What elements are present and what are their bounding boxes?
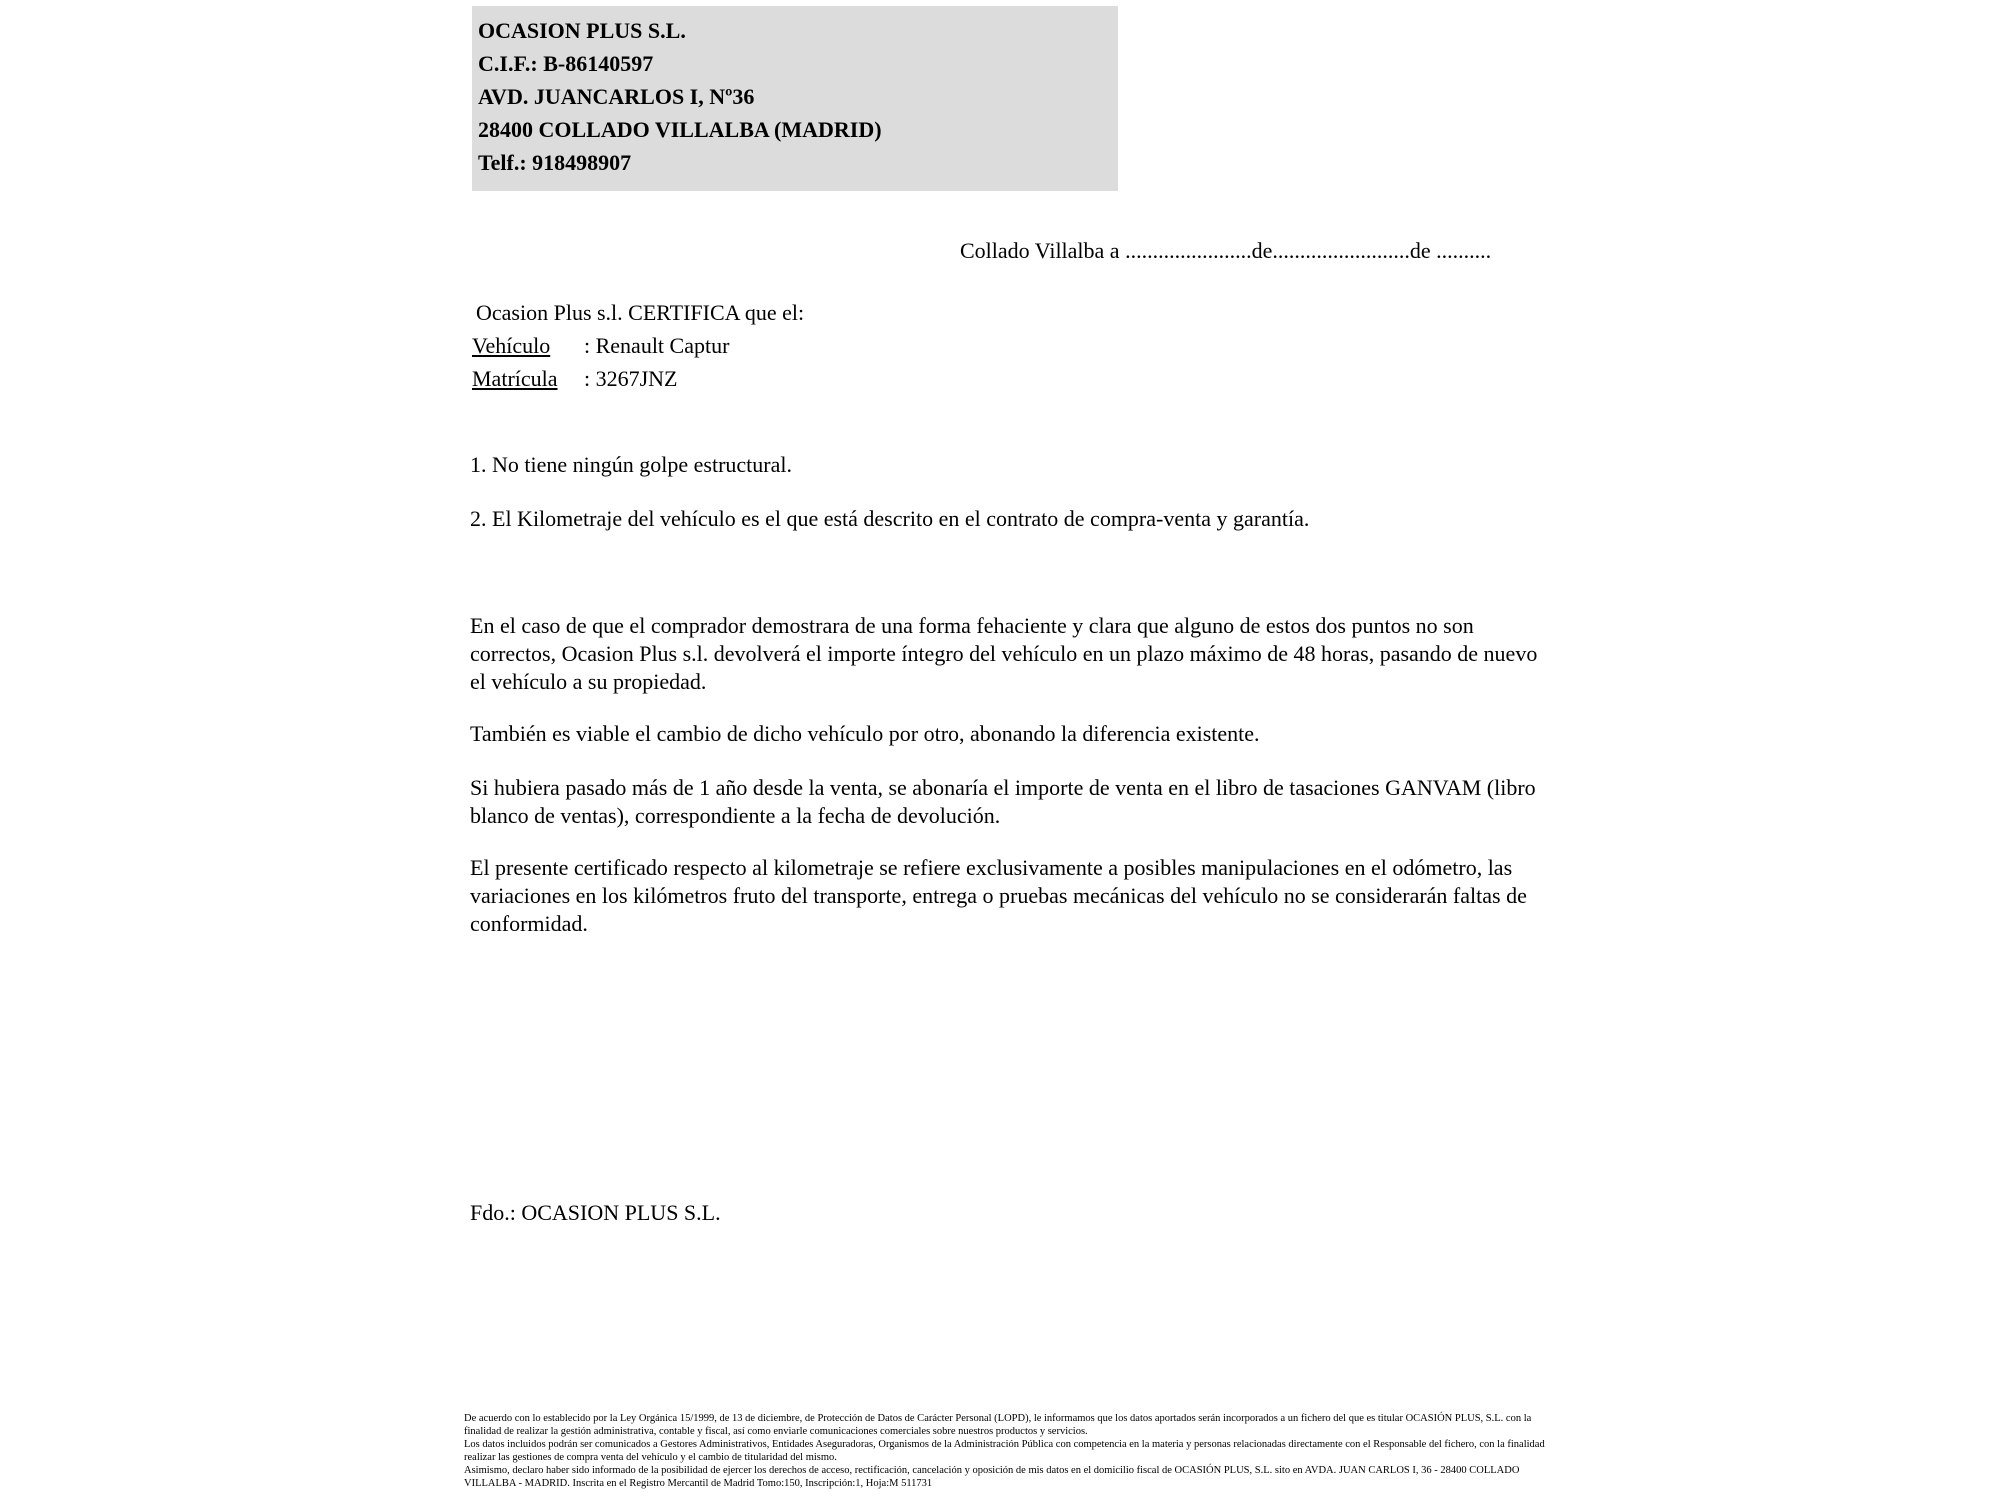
vehicle-row <box>472 333 729 359</box>
paragraph-ganvam-valuation: Si hubiera pasado más de 1 año desde la venta, se abonaría el importe de venta en el libro de tasaciones GANVAM (libro blanco de ventas), correspondiente a la fecha de devolución. <box>470 775 1536 828</box>
vehicle-label: Vehículo <box>472 333 551 358</box>
paragraph-exchange-option: También es viable el cambio de dicho vehículo por otro, abonando la diferencia existente. <box>470 721 1260 746</box>
company-header <box>472 6 1118 191</box>
company-phone: Telf.: 918498907 <box>478 150 632 175</box>
vehicle-value: : Renault Captur <box>584 333 730 358</box>
company-address: AVD. JUANCARLOS I, Nº36 <box>478 84 755 109</box>
legal-footer-line-3: Asimismo, declaro haber sido informado de la posibilidad de ejercer los derechos de acceso, rectificación, cancelación y oposición de mis datos en el domicilio fiscal de OCASIÓN PLUS, S.L. sito en AVDA. JUAN CARLOS I, 36 - 28400 COLLADO VILLALBA - MADRID. Inscrita en el Registro Mercantil de Madrid Tomo:150, Inscripción:1, Hoja:M 511731 <box>464 1465 1520 1489</box>
paragraph-refund-policy: En el caso de que el comprador demostrara de una forma fehaciente y clara que alguno de estos dos puntos no son correctos, Ocasion Plus s.l. devolverá el importe íntegro del vehículo en un plazo máximo de 48 horas, pasando de nuevo el vehículo a su propiedad. <box>470 613 1538 694</box>
plate-label: Matrícula <box>472 366 558 391</box>
company-cif: C.I.F.: B-86140597 <box>478 51 654 76</box>
company-city: 28400 COLLADO VILLALBA (MADRID) <box>478 117 882 142</box>
plate-row <box>472 366 678 392</box>
legal-footer-line-1: De acuerdo con lo establecido por la Ley Orgánica 15/1999, de 13 de diciembre, de Protección de Datos de Carácter Personal (LOPD), le informamos que los datos aportados serán incorporados a un fichero del que es titular OCASIÓN PLUS, S.L. con la finalidad de realizar la gestión administrativa, contable y fiscal, así como enviarle comunicaciones comerciales sobre nuestros productos y servicios. <box>464 1413 1532 1437</box>
certifica-line: Ocasion Plus s.l. CERTIFICA que el: <box>476 300 805 325</box>
legal-footer <box>464 1412 1559 1490</box>
paragraph-odometer-disclaimer: El presente certificado respecto al kilometraje se refiere exclusivamente a posibles manipulaciones en el odómetro, las variaciones en los kilómetros fruto del transporte, entrega o pruebas mecánicas del vehículo no se considerarán faltas de conformidad. <box>470 855 1527 936</box>
certificate-point-1: 1. No tiene ningún golpe estructural. <box>470 452 792 477</box>
signature-line: Fdo.: OCASION PLUS S.L. <box>470 1200 721 1225</box>
date-line: Collado Villalba a .......................de.........................de .......... <box>960 238 1492 263</box>
legal-footer-line-2: Los datos incluidos podrán ser comunicados a Gestores Administrativos, Entidades Aseguradoras, Organismos de la Administración Pública con competencia en la materia y personas relacionadas directamente con el Responsable del fichero, con la finalidad realizar las gestiones de compra venta del vehículo y el cambio de titularidad del mismo. <box>464 1439 1545 1463</box>
certificate-point-2: 2. El Kilometraje del vehículo es el que está descrito en el contrato de compra-venta y garantía. <box>470 506 1310 531</box>
company-name: OCASION PLUS S.L. <box>478 18 686 43</box>
plate-value: : 3267JNZ <box>584 366 678 391</box>
